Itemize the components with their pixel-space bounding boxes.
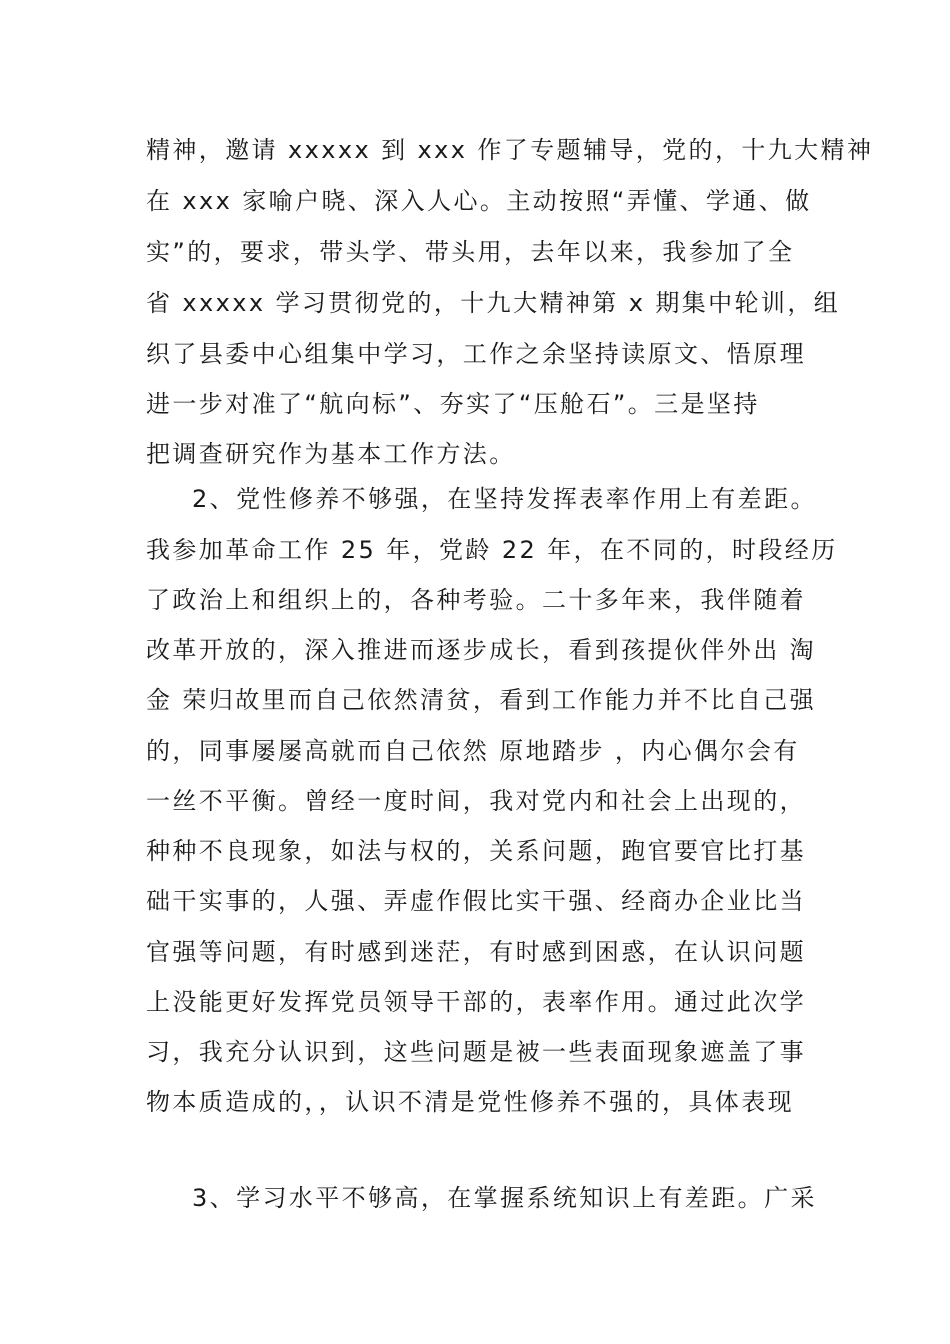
text-line: 的，同事屡屡高就而自己依然 原地踏步 ，内心偶尔会有 <box>146 737 800 765</box>
text-line: 精神，邀请 xxxxx 到 xxx 作了专题辅导，党的，十九大精神 <box>146 136 874 164</box>
text-line: 础干实事的，人强、弄虚作假比实干强、经商办企业比当 <box>146 887 806 915</box>
text-line: 我参加革命工作 25 年，党龄 22 年，在不同的，时段经历 <box>146 536 838 564</box>
text-line: 上没能更好发挥党员领导干部的，表率作用。通过此次学 <box>146 988 806 1016</box>
text-line: 官强等问题，有时感到迷茫，有时感到困惑，在认识问题 <box>146 938 806 966</box>
text-line: 了政治上和组织上的，各种考验。二十多年来，我伴随着 <box>146 586 806 614</box>
text-line: 习，我充分认识到，这些问题是被一些表面现象遮盖了事 <box>146 1038 806 1066</box>
text-line: 实”的，要求，带头学、带头用，去年以来，我参加了全 <box>146 238 795 266</box>
text-line: 在 xxx 家喻户晓、深入人心。主动按照“弄懂、学通、做 <box>146 187 812 215</box>
text-line: 进一步对准了“航向标”、夯实了“压舱石”。三是坚持 <box>146 390 760 418</box>
text-line: 省 xxxxx 学习贯彻党的，十九大精神第 x 期集中轮训，组 <box>146 289 841 317</box>
text-line: 改革开放的，深入推进而逐步成长，看到孩提伙伴外出 淘 <box>146 636 817 664</box>
text-line: 物本质造成的，，认识不清是党性修养不强的，具体表现 <box>146 1088 794 1116</box>
section-heading: 2、党性修养不够强，在坚持发挥表率作用上有差距。 <box>192 485 817 513</box>
text-line: 一丝不平衡。曾经一度时间，我对党内和社会上出现的， <box>146 787 806 815</box>
text-line: 织了县委中心组集中学习，工作之余坚持读原文、悟原理 <box>146 340 806 368</box>
text-line: 种种不良现象，如法与权的，关系问题，跑官要官比打基 <box>146 837 806 865</box>
section-heading: 3、学习水平不够高，在掌握系统知识上有差距。广采 <box>192 1184 817 1212</box>
text-line: 把调查研究作为基本工作方法。 <box>146 440 516 468</box>
text-line: 金 荣归故里而自己依然清贫，看到工作能力并不比自己强 <box>146 686 817 714</box>
